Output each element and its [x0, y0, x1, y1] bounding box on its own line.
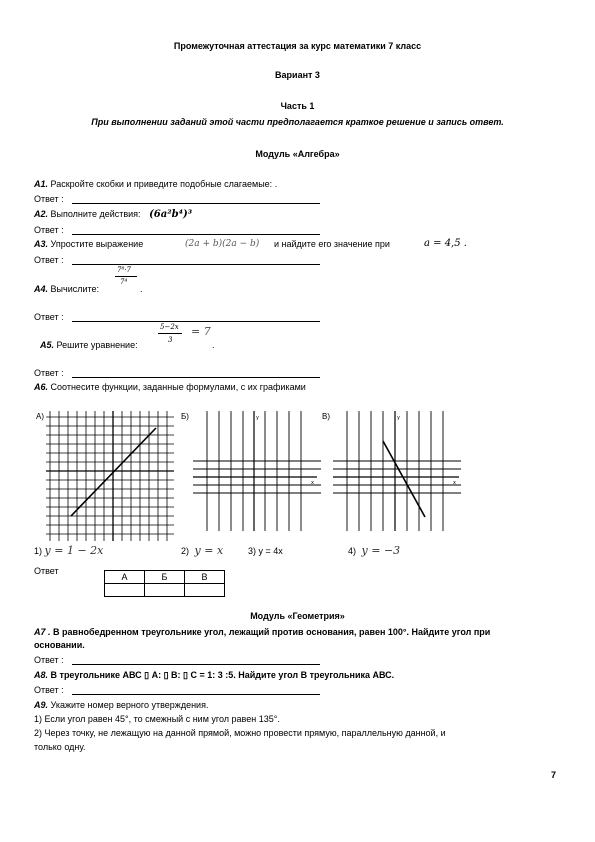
answer-label: Ответ : — [34, 194, 64, 204]
svg-text:y: y — [256, 415, 259, 421]
svg-text:x: x — [453, 480, 456, 486]
answer-line[interactable] — [72, 264, 320, 265]
expression-2: a = 4,5 . — [424, 238, 467, 249]
task-text: Выполните действия: — [50, 209, 141, 219]
answer-label: Ответ : — [34, 225, 64, 235]
answer-cell[interactable] — [145, 584, 185, 597]
formula-4 — [348, 545, 400, 557]
equation-rhs: = 7 — [191, 325, 211, 338]
graph-label-b: Б) — [181, 412, 189, 421]
fraction-bar — [158, 333, 182, 334]
task-number: А2. — [34, 209, 49, 219]
task-text: Укажите номер верного утверждения. — [50, 700, 209, 710]
task-number: А5. — [40, 340, 55, 350]
task-number: А3. — [34, 239, 49, 249]
task-text: Соотнесите функции, заданные формулами, с их графиками — [50, 382, 306, 392]
answer-cell[interactable] — [185, 584, 225, 597]
task-number: А1. — [34, 179, 49, 189]
answer-label: Ответ : — [34, 312, 64, 322]
task-a7 — [34, 627, 490, 638]
graph-label-c: В) — [322, 412, 330, 421]
fraction-denominator: 3 — [168, 336, 173, 344]
instruction-text: При выполнении заданий этой части предполагается краткое решение и запись ответ. — [91, 117, 504, 127]
graph-label-a: А) — [36, 412, 44, 421]
fraction-numerator: 7⁸·7 — [117, 266, 131, 274]
task-number: А6. — [34, 382, 49, 392]
formula-number: 3) — [248, 546, 257, 556]
task-number: А7 . — [34, 627, 51, 637]
fraction-bar — [115, 276, 137, 277]
graph-b — [193, 411, 321, 531]
answer-line[interactable] — [72, 203, 320, 204]
task-text: Вычислите: — [50, 284, 100, 294]
answer-label: Ответ : — [34, 685, 64, 695]
answer-label: Ответ : — [34, 255, 64, 265]
task-number: А9. — [34, 700, 49, 710]
formula-3 — [248, 546, 283, 557]
page-number: 7 — [551, 770, 557, 780]
graph-a — [46, 411, 174, 541]
formula-number: 2) — [181, 546, 190, 556]
expression: (2a + b)(2a − b) — [185, 239, 260, 249]
statement-1: 1) Если угол равен 45°, то смежный с ним угол равен 135°. — [34, 714, 280, 724]
answer-line[interactable] — [72, 377, 320, 378]
task-text: Раскройте скобки и приведите подобные слагаемые: . — [50, 179, 278, 189]
task-a4 — [34, 284, 99, 295]
task-a5 — [40, 340, 138, 351]
answer-table — [104, 570, 225, 597]
task-text: Решите уравнение: — [56, 340, 138, 350]
variant-label: Вариант 3 — [275, 70, 320, 80]
answer-table-header: А — [105, 571, 145, 584]
answer-label: Ответ — [34, 566, 59, 576]
formula-number: 1) — [34, 546, 43, 556]
task-a3 — [34, 239, 143, 250]
graph-c — [333, 411, 463, 531]
module-algebra-heading: Модуль «Алгебра» — [255, 149, 340, 159]
svg-text:x: x — [311, 480, 314, 486]
answer-line[interactable] — [72, 694, 320, 695]
statement-2: 2) Через точку, не лежащую на данной прямой, можно провести прямую, параллельную данной, и — [34, 728, 446, 738]
module-geometry-heading: Модуль «Геометрия» — [250, 611, 345, 621]
fraction-numerator: 5−2x — [160, 323, 179, 331]
statement-2-continued: только одну. — [34, 742, 86, 752]
task-text-2: и найдите его значение при — [274, 239, 390, 249]
formula-number: 4) — [348, 546, 357, 556]
formula-expression: y = 1 − 2x — [44, 544, 104, 557]
answer-label: Ответ : — [34, 368, 64, 378]
task-text: В треугольнике АВС ▯ А: ▯ В: ▯ С = 1: 3 :5. Найдите угол В треугольника АВС. — [50, 670, 395, 680]
task-text: В равнобедренном треугольнике угол, лежащий против основания, равен 100°. Найдите угол при — [53, 627, 491, 637]
answer-cell[interactable] — [105, 584, 145, 597]
formula-expression: y = x — [194, 544, 224, 557]
task-a2 — [34, 209, 192, 220]
formula-expression: y = −3 — [361, 544, 401, 557]
formula-2 — [181, 545, 223, 557]
answer-line[interactable] — [72, 321, 320, 322]
formula-expression: y = 4x — [258, 546, 283, 556]
task-text-continued: основании. — [34, 640, 85, 650]
answer-line[interactable] — [72, 234, 320, 235]
task-a8 — [34, 670, 394, 681]
answer-label: Ответ : — [34, 655, 64, 665]
task-a9 — [34, 700, 208, 711]
answer-table-header: В — [185, 571, 225, 584]
task-a1 — [34, 179, 277, 190]
part-label: Часть 1 — [280, 101, 315, 111]
formula-1 — [34, 545, 103, 557]
task-text: Упростите выражение — [50, 239, 144, 249]
task-number: А4. — [34, 284, 49, 294]
page-title: Промежуточная аттестация за курс математики 7 класс — [173, 41, 422, 51]
fraction-denominator: 7⁴ — [120, 278, 128, 286]
expression: (6a²b⁴)³ — [149, 209, 193, 220]
task-number: А8. — [34, 670, 49, 680]
answer-table-header: Б — [145, 571, 185, 584]
answer-line[interactable] — [72, 664, 320, 665]
svg-text:y: y — [397, 415, 400, 421]
task-a6 — [34, 382, 306, 393]
